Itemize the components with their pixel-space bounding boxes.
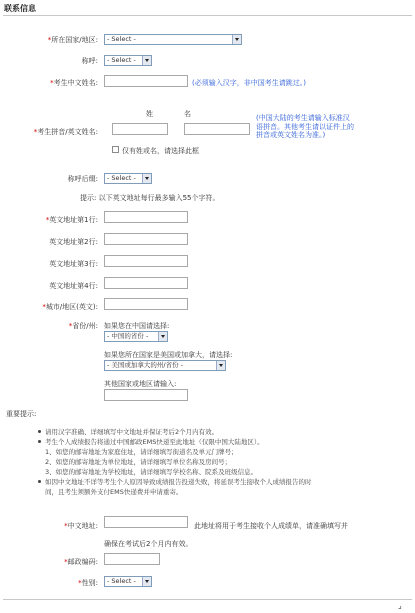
given-name-input[interactable] <box>184 123 250 135</box>
pinyin-name-label: *考生拼音/英文姓名: <box>33 128 98 136</box>
surname-only-label: 仅有姓或名，请选择此框 <box>122 147 199 155</box>
city-label: *城市/地区(英文): <box>42 303 98 311</box>
important-line: 请用汉字准确、详细填写中文地址并保证考后2个月内有效。 <box>45 428 219 436</box>
dropdown-arrow-icon <box>232 35 241 44</box>
address-line3-label: 英文地址第3行: <box>49 260 98 268</box>
dropdown-arrow-icon <box>142 56 151 65</box>
other-province-input[interactable] <box>104 389 188 401</box>
resize-grip-icon[interactable]: ⌟ <box>398 601 402 610</box>
bullet <box>38 480 41 483</box>
province-china-prompt: 如果您在中国请选择: <box>104 322 170 330</box>
title-divider <box>3 15 412 16</box>
bullet <box>38 440 41 443</box>
postcode-label: *邮政编码: <box>64 558 98 566</box>
address-line4-input[interactable] <box>104 277 188 289</box>
important-heading: 重要提示: <box>6 410 37 418</box>
address-line2-label: 英文地址第2行: <box>49 238 98 246</box>
title-label: 称呼: <box>81 57 98 65</box>
address-line3-input[interactable] <box>104 255 188 267</box>
chinese-name-label: *考生中文姓名: <box>50 79 98 87</box>
country-label: *所在国家/地区: <box>47 36 98 44</box>
important-line: 2、如您的邮寄地址为单位地址，请详细填写单位名称及房间号； <box>45 458 232 466</box>
important-line: 考生个人成绩报告将通过中国邮政EMS快递至此地址（仅限中国大陆地区）。 <box>45 438 264 446</box>
important-line: 3、如您的邮寄地址为学校地址，请详细填写学校名称、院系及班级信息。 <box>45 468 258 476</box>
province-other-prompt: 其他国家或地区请输入: <box>104 380 177 388</box>
important-line: 1、如您的邮寄地址为家庭住址，请详细填写街道名及单元门牌号； <box>45 448 238 456</box>
usca-state-select[interactable]: - 美国或加拿大的州/省份 - <box>104 360 226 371</box>
chinese-name-input[interactable] <box>104 75 188 87</box>
chinese-name-note: (必须输入汉字，非中国考生请跳过。) <box>192 79 306 87</box>
dropdown-arrow-icon <box>158 332 167 341</box>
important-line: 间，且考生须额外支付EMS快递费并申请重寄。 <box>45 488 183 496</box>
address-line1-label: *英文地址第1行: <box>45 216 98 224</box>
country-select[interactable]: - Select - <box>104 34 242 45</box>
pinyin-note: (中国大陆的考生请输入标准汉语拼音。其他考生请以证件上的拼音或英文姓名为准。) <box>256 114 354 139</box>
cn-address-input[interactable] <box>104 516 188 528</box>
gender-label: *性别: <box>78 579 98 587</box>
city-input[interactable] <box>104 298 188 310</box>
province-usca-prompt: 如果您所在国家是美国或加拿大，请选择: <box>104 351 233 359</box>
china-province-select[interactable]: - 中国的省份 - <box>104 331 168 342</box>
gender-select[interactable]: - Select - <box>104 576 152 587</box>
bottom-divider <box>3 599 412 600</box>
given-name-column-label: 名 <box>184 110 191 118</box>
bullet <box>38 430 41 433</box>
dropdown-arrow-icon <box>216 361 225 370</box>
suffix-label: 称呼后缀: <box>67 175 98 183</box>
dropdown-arrow-icon <box>142 174 151 183</box>
province-label: *省份/州: <box>68 322 98 330</box>
dropdown-arrow-icon <box>142 577 151 586</box>
address-line1-input[interactable] <box>104 211 188 223</box>
address-line2-input[interactable] <box>104 233 188 245</box>
important-line: 如因中文地址不详等考生个人原因导致成绩报告投递失败，将延误考生接收个人成绩报告的时 <box>45 478 312 486</box>
surname-only-checkbox[interactable] <box>112 146 119 153</box>
surname-input[interactable] <box>112 123 168 135</box>
postcode-input[interactable] <box>104 553 160 565</box>
suffix-select[interactable]: - Select - <box>104 173 152 184</box>
section-title: 联系信息 <box>4 4 36 13</box>
address-line4-label: 英文地址第4行: <box>49 282 98 290</box>
address-hint: 提示: 以下英文地址每行最多输入55个字符。 <box>80 194 220 202</box>
surname-column-label: 姓 <box>146 110 153 118</box>
cn-address-note-2: 确保在考试后2个月内有效。 <box>104 540 193 548</box>
title-select[interactable]: - Select - <box>104 55 152 66</box>
cn-address-note-1: 此地址将用于考生接收个人成绩单，请准确填写并 <box>194 522 348 530</box>
cn-address-label: *中文地址: <box>64 522 98 530</box>
